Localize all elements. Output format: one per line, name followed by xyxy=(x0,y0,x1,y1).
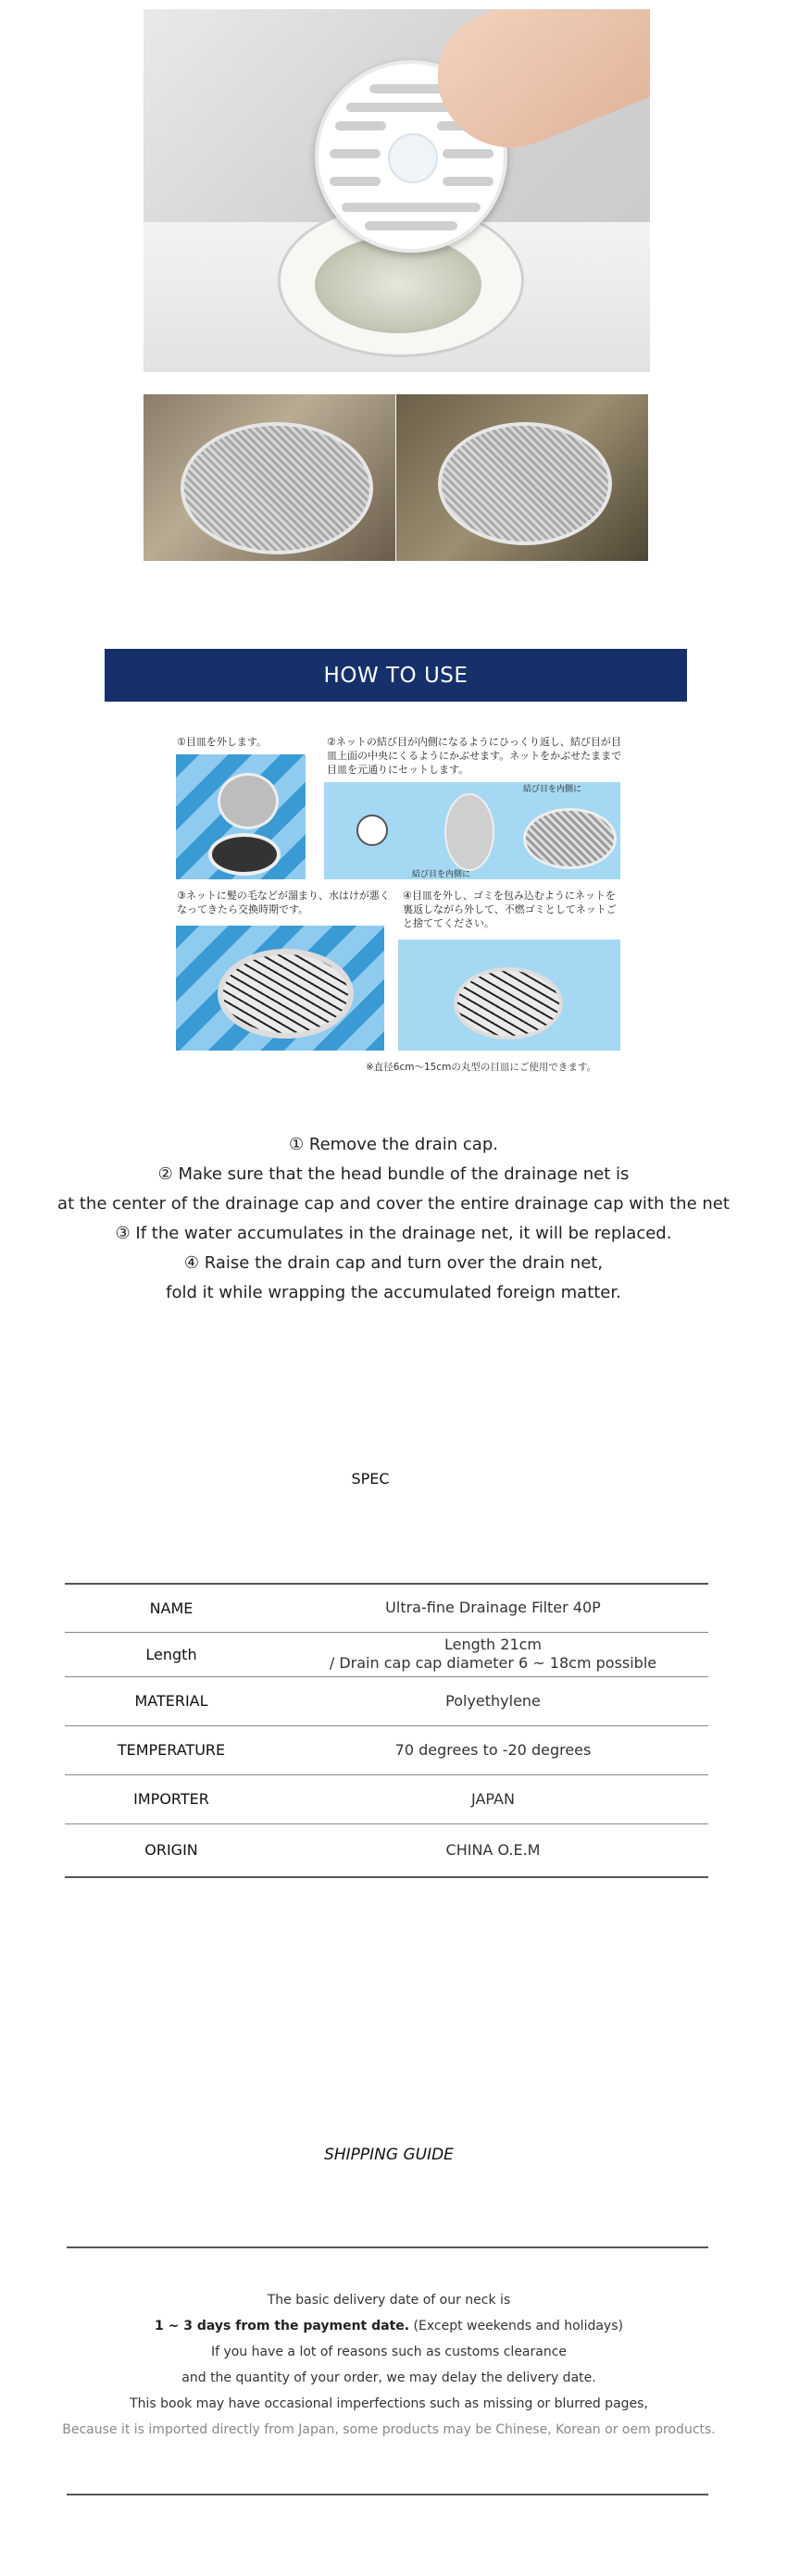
shipping-line-5: This book may have occasional imperfections such as missing or blurred pages, xyxy=(130,2396,648,2411)
step2-caption: ②ネットの結び目が内側になるようにひっくり返し、結び目が目皿上面の中央にくるようにかぶせます。ネットをかぶせたままで目皿を元通りにセットします。 xyxy=(327,736,622,776)
spec-value: JAPAN xyxy=(278,1774,708,1823)
spec-value: CHINA O.E.M xyxy=(278,1823,708,1877)
product-photo-installed xyxy=(144,394,648,561)
instruction-diagram xyxy=(171,731,625,1079)
spec-title: SPEC xyxy=(351,1470,390,1487)
step1-caption: ①目皿を外します。 xyxy=(177,736,267,748)
shipping-line-2 xyxy=(0,2319,778,2333)
shipping-line-6: Because it is imported directly from Japan, some products may be Chinese, Korean or oem products. xyxy=(62,2422,716,2437)
shipping-line-4: and the quantity of your order, we may delay the delivery date. xyxy=(181,2371,596,2385)
spec-key: MATERIAL xyxy=(65,1676,278,1725)
spec-value xyxy=(278,1632,708,1676)
instruction-line-1: ① Remove the drain cap. xyxy=(289,1135,498,1154)
spec-row xyxy=(65,1632,708,1676)
how-to-use-banner xyxy=(105,649,687,702)
shipping-line-3: If you have a lot of reasons such as customs clearance xyxy=(210,2345,568,2359)
step4-illustration xyxy=(398,940,620,1051)
spec-key: NAME xyxy=(65,1584,278,1632)
shipping-line-2-bold: 1 ~ 3 days from the payment date. xyxy=(155,2319,410,2333)
step3-caption: ③ネットに髪の毛などが溜まり、水はけが悪くなってきたら交換時期です。 xyxy=(177,890,390,915)
spec-value: Polyethylene xyxy=(278,1676,708,1725)
spec-key: IMPORTER xyxy=(65,1774,278,1823)
spec-table xyxy=(65,1583,708,1878)
photo-square-drain xyxy=(144,394,395,561)
spec-key: Length xyxy=(65,1632,278,1676)
spec-key: TEMPERATURE xyxy=(65,1725,278,1774)
spec-value-line: / Drain cap cap diameter 6 ~ 18cm possible xyxy=(329,1654,657,1672)
instruction-line-5: ④ Raise the drain cap and turn over the drain net, xyxy=(183,1253,604,1273)
step3-illustration xyxy=(176,926,384,1051)
spec-value: 70 degrees to -20 degrees xyxy=(278,1725,708,1774)
spec-row xyxy=(65,1676,708,1725)
spec-row xyxy=(65,1823,708,1877)
shipping-top-divider xyxy=(67,2246,708,2248)
step4-caption: ④目皿を外し、ゴミを包み込むようにネットを裏返しながら外して、不燃ゴミとしてネットごと捨ててください。 xyxy=(403,890,617,929)
step1-illustration xyxy=(176,754,306,879)
step2-illustration xyxy=(324,782,620,879)
spec-row xyxy=(65,1725,708,1774)
shipping-line-1: The basic delivery date of our neck is xyxy=(267,2293,511,2308)
instruction-line-2: ② Make sure that the head bundle of the drainage net is xyxy=(157,1164,630,1184)
how-to-use-title: HOW TO USE xyxy=(323,663,468,688)
spec-value-line: Length 21cm xyxy=(443,1636,542,1653)
instruction-line-6: fold it while wrapping the accumulated foreign matter. xyxy=(166,1283,621,1302)
shipping-line-2-rest: (Except weekends and holidays) xyxy=(409,2319,623,2333)
step2-label-top: 結び目を内側に xyxy=(523,785,582,794)
step2-label-bottom: 結び目を内側に xyxy=(412,870,471,879)
spec-value: Ultra-fine Drainage Filter 40P xyxy=(278,1584,708,1632)
photo-round-drain xyxy=(396,394,648,561)
spec-key: ORIGIN xyxy=(65,1823,278,1877)
diagram-note: ※直径6cm〜15cmの丸型の目皿にご使用できます。 xyxy=(366,1062,597,1073)
product-photo-filter-in-hand xyxy=(144,9,650,372)
instruction-line-4: ③ If the water accumulates in the drainage net, it will be replaced. xyxy=(115,1224,672,1243)
instruction-line-3: at the center of the drainage cap and cover the entire drainage cap with the net xyxy=(57,1194,730,1213)
shipping-guide-title: SHIPPING GUIDE xyxy=(324,2146,454,2164)
shipping-bottom-divider xyxy=(67,2494,708,2495)
spec-row xyxy=(65,1584,708,1632)
spec-row xyxy=(65,1774,708,1823)
